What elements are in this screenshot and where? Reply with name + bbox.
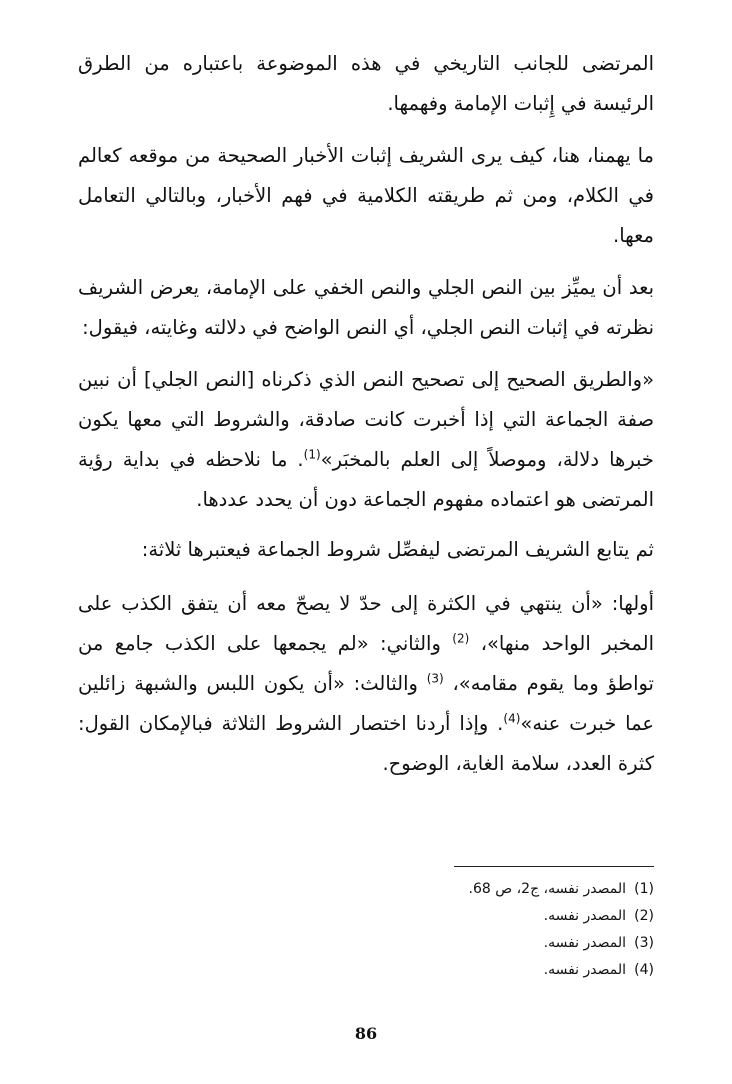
condition-third: والثالث: «أن يكون اللبس والشبهة زائلين عما خبرت عنه» [78, 672, 654, 735]
page-number: 86 [354, 1024, 378, 1043]
condition-first: أولها: «أن ينتهي في الكثرة إلى حدّ لا يصحّ معه أن يتفق الكذب على المخبر الواحد منها»، [78, 592, 654, 655]
footnote-ref-3[interactable]: (3) [426, 671, 444, 686]
footnote-divider [454, 866, 654, 867]
paragraph-3: بعد أن يميِّز بين النص الجلي والنص الخفي على الإمامة، يعرض الشريف نظرته في إثبات النص الجلي، أي النص الواضح في دلالته وغايته، فيقول: [78, 276, 654, 339]
footnote-number: (3) [634, 935, 654, 951]
footnote-ref-2[interactable]: (2) [452, 631, 470, 646]
footnote-item [469, 957, 655, 984]
quote-commentary: . ما نلاحظه في بداية رؤية المرتضى هو اعتماده مفهوم الجماعة دون أن يحدد عددها. [78, 448, 654, 511]
footnote-text: المصدر نفسه. [543, 962, 626, 978]
paragraph-2: ما يهمنا، هنا، كيف يرى الشريف إثبات الأخبار الصحيحة من موقعه كعالم في الكلام، ومن ثم طريقته الكلامية في فهم الأخبار، وبالتالي التعامل معها. [78, 144, 654, 247]
paragraph-6-conditions [78, 584, 654, 784]
main-text [78, 44, 654, 796]
condition-second: والثاني: «لم يجمعها على الكذب جامع من تواطؤ وما يقوم مقامه»، [78, 632, 654, 695]
footnote-item [469, 876, 655, 903]
paragraph-4-quote [78, 360, 654, 520]
footnote-ref-1[interactable]: (1) [303, 447, 321, 462]
footnotes-list [469, 876, 655, 984]
paragraph-5: ثم يتابع الشريف المرتضى ليفصِّل شروط الجماعة فيعتبرها ثلاثة: [141, 538, 654, 561]
footnote-text: المصدر نفسه. [543, 935, 626, 951]
quote-text: «والطريق الصحيح إلى تصحيح النص الذي ذكرناه [النص الجلي] أن نبين صفة الجماعة التي إذا أخبرت كانت صادقة، والشروط التي معها يكون خبرها دلالة، وموصلاً إلى العلم بالمخبَر» [78, 368, 654, 471]
footnote-text: المصدر نفسه. [543, 908, 626, 924]
conditions-summary: . وإذا أردنا اختصار الشروط الثلاثة فبالإمكان القول: كثرة العدد، سلامة الغاية، الوضوح. [78, 712, 654, 775]
footnote-number: (4) [634, 962, 654, 978]
footnote-item [469, 930, 655, 957]
footnote-item [469, 903, 655, 930]
footnote-ref-4[interactable]: (4) [503, 711, 521, 726]
paragraph-1: المرتضى للجانب التاريخي في هذه الموضوعة باعتباره من الطرق الرئيسة في إِثبات الإمامة وفهمها. [78, 52, 654, 115]
footnote-text: المصدر نفسه، ج2، ص 68. [468, 881, 626, 897]
footnote-number: (1) [634, 881, 654, 897]
footnote-number: (2) [634, 908, 654, 924]
